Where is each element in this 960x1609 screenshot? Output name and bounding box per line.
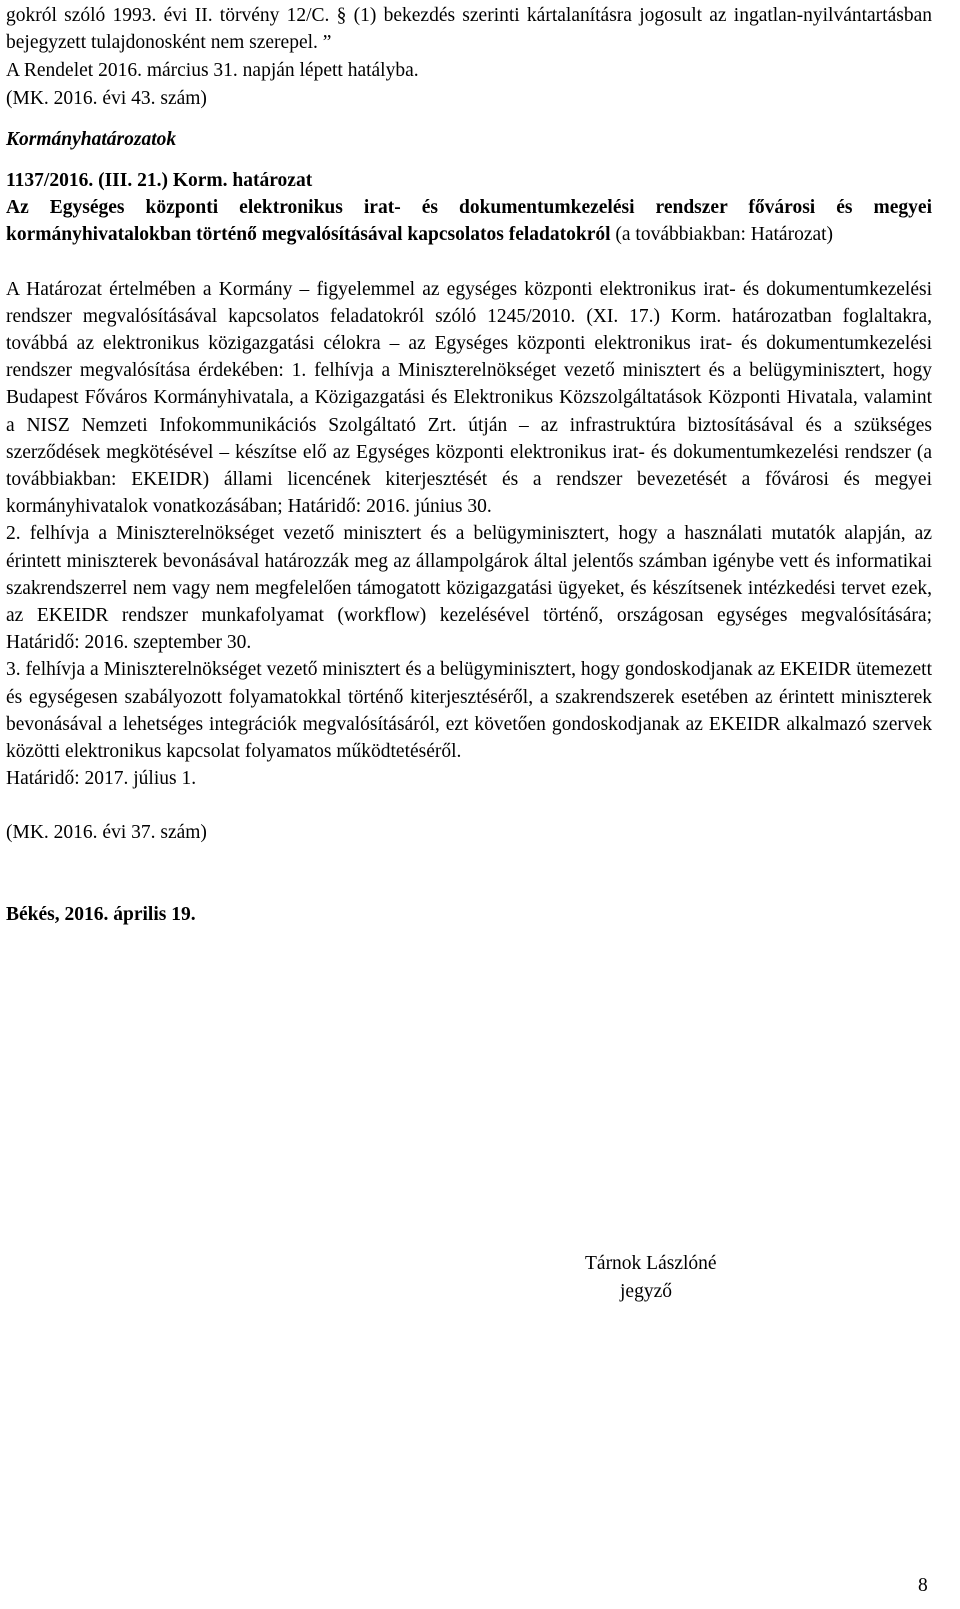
signer-title: jegyző bbox=[620, 1281, 672, 1302]
resolution-item2: 2. felhívja a Miniszterelnökséget vezető minisztert és a belügyminisztert, hogy a használati mutatók alapján, az érintett miniszterek bevonásával határozzák meg az állampolgárok által jelentős számban igénybe vett és informatikai szakrendszerrel nem vagy nem megfelelően támogatott közigazgatási ügyeket, és készítsenek intézkedési tervet ezek, az EKEIDR rendszer munkafolyamat (workflow) kezelésével történő, országosan egységes megvalósítására; Határidő: 2016. szeptember 30. bbox=[6, 523, 932, 654]
document-page bbox=[6, 0, 932, 928]
effective-date-note: A Rendelet 2016. március 31. napján lépett hatályba. bbox=[6, 60, 419, 82]
intro-continuation: gokról szóló 1993. évi II. törvény 12/C. § (1) bekezdés szerinti kártalanításra jogosult az ingatlan-nyilvántartásban bejegyzett tulajdonosként nem szerepel. ” bbox=[6, 5, 932, 54]
page-number: 8 bbox=[918, 1575, 928, 1596]
resolution-subject bbox=[6, 194, 932, 248]
spacer bbox=[6, 792, 932, 819]
resolution-item3: 3. felhívja a Miniszterelnökséget vezető minisztert és a belügyminisztert, hogy gondoskodjanak az EKEIDR ütemezett és egységesen szabályozott folyamatokkal történő kiterjesztéséről, a szakrendszerek esetében az érintett miniszterek bevonásával a lehetséges integrációk megvalósításáról, ezt követően gondoskodjanak az EKEIDR alkalmazó szervek közötti elektronikus kapcsolat folyamatos működtetéséről. bbox=[6, 659, 932, 763]
signer-name: Tárnok Lászlóné bbox=[585, 1253, 717, 1274]
resolution-subject-abbrev: (a továbbiakban: Határozat) bbox=[610, 224, 834, 246]
resolution-body-item1: A Határozat értelmében a Kormány – figyelemmel az egységes központi elektronikus irat- és dokumentumkezelési rendszer megvalósításával kapcsolatos feladatokról szóló 1245/2010. (XI. 17.) Korm. határozatban foglaltakra, továbbá az elektronikus közigazgatási célokra – az Egységes központi elektronikus irat- és dokumentumkezelési rendszer megvalósítása érdekében: 1. felhívja a Miniszterelnökséget vezető minisztert és a belügyminisztert, hogy Budapest Főváros Kormányhivatala, a Közigazgatási és Elektronikus Közszolgáltatások Központi Hivatala, valamint a NISZ Nemzeti Infokommunikációs Szolgáltató Zrt. útján – az infrastruktúra biztosításával és a szükséges szerződések megkötésével – készítse elő az Egységes központi elektronikus irat- és dokumentumkezelési rendszer (a továbbiakban: EKEIDR) állami licencének kiterjesztését és a rendszer bevezetését a fővárosi és megyei kormányhivatalok vonatkozásában; Határidő: 2016. június 30. bbox=[6, 278, 932, 518]
signature-block bbox=[585, 1250, 717, 1306]
spacer bbox=[6, 847, 932, 901]
spacer bbox=[6, 249, 932, 276]
resolution-deadline3: Határidő: 2017. július 1. bbox=[6, 768, 197, 790]
gazette-reference-2: (MK. 2016. évi 37. szám) bbox=[6, 822, 207, 844]
place-and-date: Békés, 2016. április 19. bbox=[6, 903, 196, 925]
resolution-subject-title: Az Egységes központi elektronikus irat- és dokumentumkezelési rendszer fővárosi és megyei kormányhivatalokban történő megvalósításával kapcsolatos feladatokról bbox=[6, 197, 932, 246]
gazette-reference: (MK. 2016. évi 43. szám) bbox=[6, 87, 207, 109]
section-heading: Kormányhatározatok bbox=[6, 128, 177, 150]
resolution-number: 1137/2016. (III. 21.) Korm. határozat bbox=[6, 170, 313, 192]
